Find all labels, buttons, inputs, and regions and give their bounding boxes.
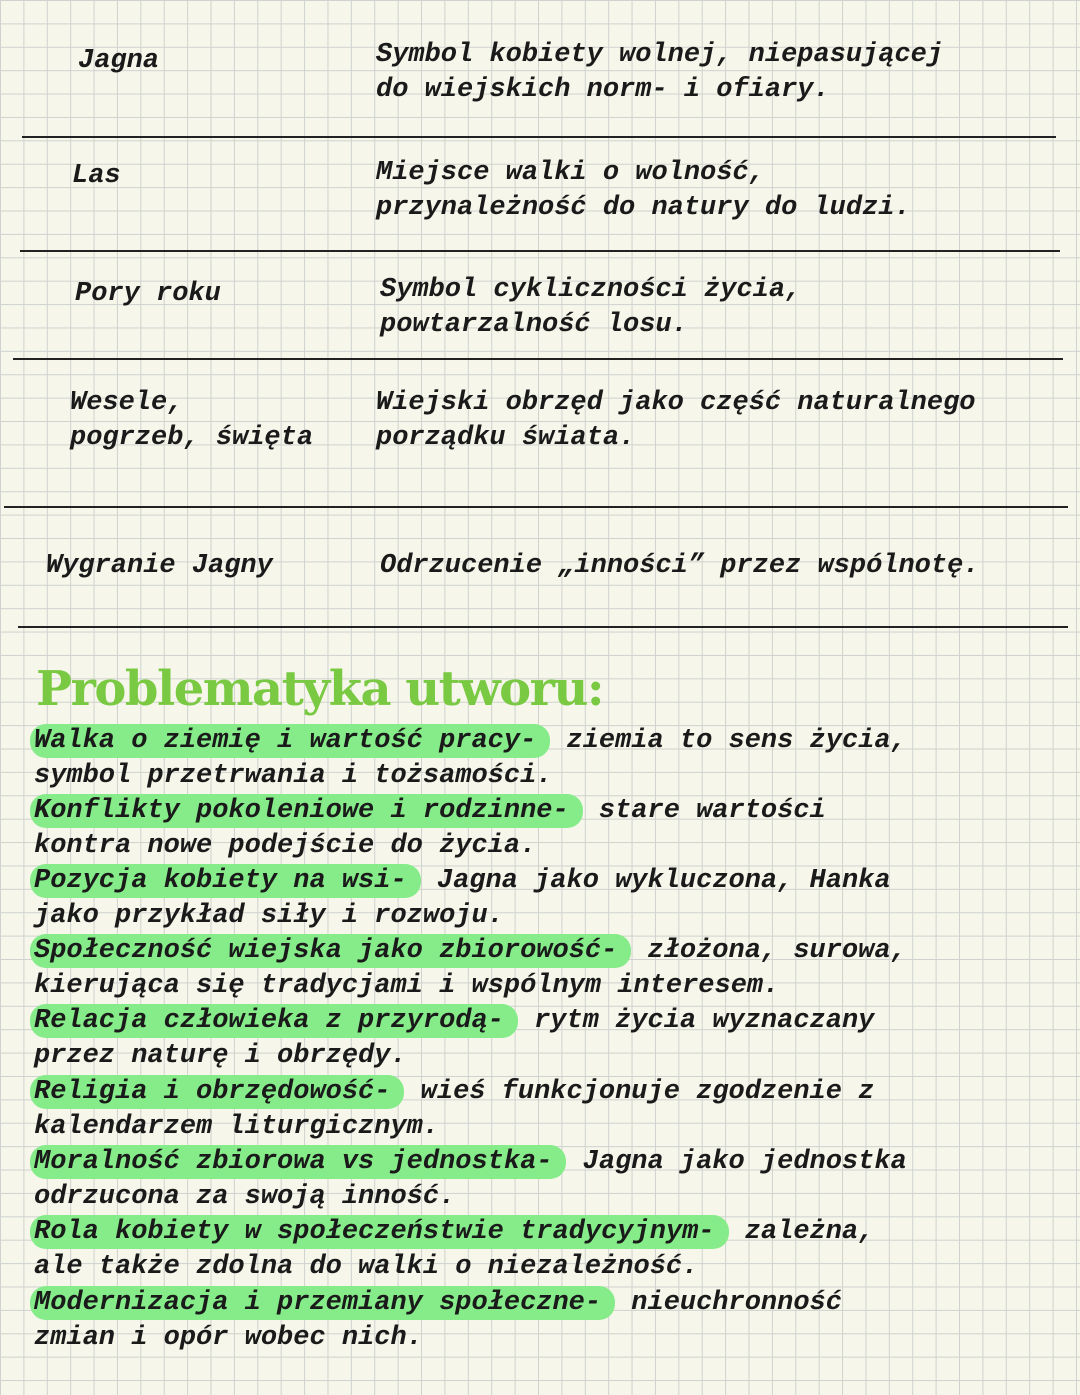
topic-description-continued: kontra nowe podejście do życia. bbox=[34, 831, 537, 861]
topic-description-continued: symbol przetrwania i tożsamości. bbox=[34, 761, 553, 791]
topic-description-continued: zmian i opór wobec nich. bbox=[34, 1323, 423, 1353]
highlighted-topic: Pozycja kobiety na wsi- bbox=[30, 864, 421, 898]
topic-description-continued: przez naturę i obrzędy. bbox=[34, 1041, 407, 1071]
highlighted-topic: Religia i obrzędowość- bbox=[30, 1075, 404, 1109]
problem-item bbox=[34, 794, 826, 864]
problem-item bbox=[34, 1145, 907, 1215]
table-divider bbox=[18, 626, 1068, 628]
term-wesele: Wesele, pogrzeb, święta bbox=[70, 388, 314, 453]
highlighted-topic: Rola kobiety w społeczeństwie tradycyjnym- bbox=[30, 1215, 729, 1249]
meaning-pory-roku: Symbol cykliczności życia, powtarzalność losu. bbox=[380, 275, 802, 340]
topic-description-continued: ale także zdolna do walki o niezależność. bbox=[34, 1252, 699, 1282]
problem-item bbox=[34, 934, 907, 1004]
term-jagna: Jagna bbox=[78, 46, 160, 76]
meaning-las: Miejsce walki o wolność, przynależność do natury do ludzi. bbox=[376, 158, 911, 223]
topic-description-continued: kalendarzem liturgicznym. bbox=[34, 1112, 440, 1142]
meaning-jagna: Symbol kobiety wolnej, niepasującej do wiejskich norm- i ofiary. bbox=[376, 40, 944, 105]
highlighted-topic: Społeczność wiejska jako zbiorowość- bbox=[30, 934, 631, 968]
problem-item bbox=[34, 1215, 874, 1285]
topic-description: zależna, bbox=[728, 1217, 875, 1247]
highlighted-topic: Moralność zbiorowa vs jednostka- bbox=[30, 1145, 566, 1179]
topic-description: złożona, surowa, bbox=[631, 936, 907, 966]
topic-description: rytm życia wyznaczany bbox=[517, 1006, 875, 1036]
topic-description: wieś funkcjonuje zgodzenie z bbox=[404, 1077, 875, 1107]
section-heading: Problematyka utworu: bbox=[36, 661, 604, 717]
highlighted-topic: Konflikty pokoleniowe i rodzinne- bbox=[30, 794, 583, 828]
topic-description: Jagna jako jednostka bbox=[566, 1147, 907, 1177]
topic-description-continued: kierująca się tradycjami i wspólnym interesem. bbox=[34, 971, 780, 1001]
problem-item bbox=[34, 864, 891, 934]
meaning-wesele: Wiejski obrzęd jako część naturalnego porządku świata. bbox=[376, 388, 976, 453]
term-pory-roku: Pory roku bbox=[75, 279, 221, 309]
table-divider bbox=[4, 506, 1068, 508]
topic-description: ziemia to sens życia, bbox=[550, 726, 907, 756]
meaning-wygranie: Odrzucenie „inności” przez wspólnotę. bbox=[380, 551, 980, 581]
highlighted-topic: Relacja człowieka z przyrodą- bbox=[30, 1004, 518, 1038]
table-divider bbox=[13, 358, 1063, 360]
problem-item bbox=[34, 724, 907, 794]
table-divider bbox=[20, 250, 1060, 252]
highlighted-topic: Walka o ziemię i wartość pracy- bbox=[30, 724, 550, 758]
term-las: Las bbox=[72, 161, 121, 191]
problem-item bbox=[34, 1004, 874, 1074]
topic-description-continued: odrzucona za swoją inność. bbox=[34, 1182, 456, 1212]
topic-description: stare wartości bbox=[582, 796, 826, 826]
topic-description: nieuchronność bbox=[615, 1288, 842, 1318]
topic-description: Jagna jako wykluczona, Hanka bbox=[420, 866, 891, 896]
term-wygranie: Wygranie Jagny bbox=[46, 551, 273, 581]
problem-item bbox=[34, 1286, 842, 1356]
problem-item bbox=[34, 1075, 874, 1145]
highlighted-topic: Modernizacja i przemiany społeczne- bbox=[30, 1286, 615, 1320]
topic-description-continued: jako przykład siły i rozwoju. bbox=[34, 901, 504, 931]
table-divider bbox=[22, 136, 1056, 138]
